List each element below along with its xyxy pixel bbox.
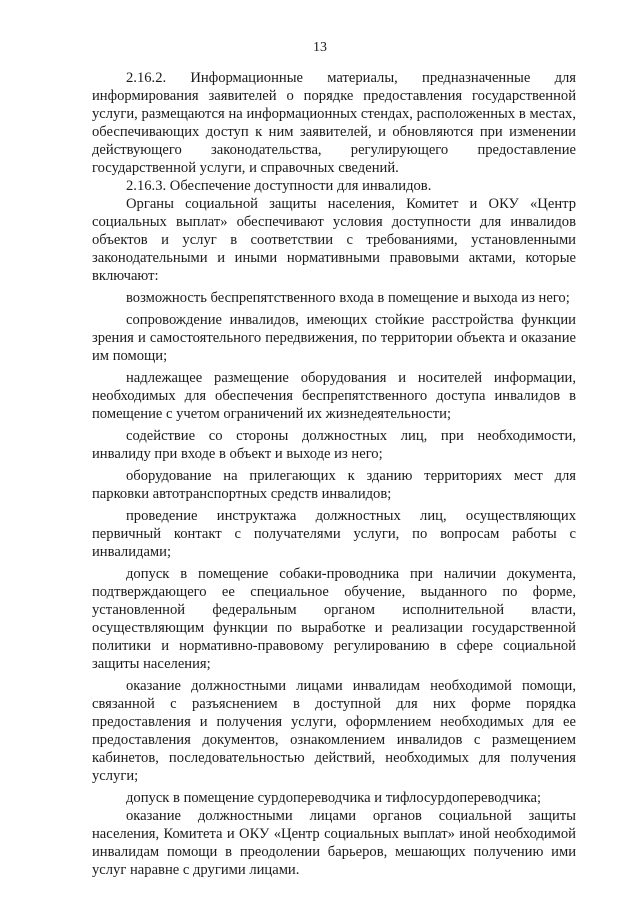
list-item-barrier-help: оказание должностными лицами органов социальной защиты населения, Комитета и ОКУ «Центр социальных выплат» иной необходимой инвалидам помощи в преодолении барьеров, мешающих получению ими услуг наравне с другими лицами. [92, 808, 576, 878]
list-item-parking: оборудование на прилегающих к зданию территориях мест для парковки автотранспортных средств инвалидов; [92, 468, 576, 502]
page-number: 13 [313, 40, 327, 55]
list-item-guide-dog: допуск в помещение собаки-проводника при наличии документа, подтверждающего ее специальное обучение, выданного по форме, установленной федеральным органом исполнительной власти, осуществляющим функции по выработке и реализации государственной политики и нормативно-правовому регулированию в сфере социальной защиты населения; [92, 566, 576, 672]
paragraph-2-16-2: 2.16.2. Информационные материалы, предназначенные для информирования заявителей о порядке предоставления государственной услуги, размещаются на информационных стендах, расположенных в местах, обеспечивающих доступ к ним заявителей, и обновляются при изменении действующего законодательства, регулирующего предоставление государственной услуги, и справочных сведений. [92, 70, 576, 176]
list-item-equipment-placement: надлежащее размещение оборудования и носителей информации, необходимых для обеспечения беспрепятственного доступа инвалидов в помещение с учетом ограничений их жизнедеятельности; [92, 370, 576, 422]
list-item-staff-assistance: содействие со стороны должностных лиц, при необходимости, инвалиду при входе в объект и выходе из него; [92, 428, 576, 462]
list-item-sign-interpreter: допуск в помещение сурдопереводчика и тифлосурдопереводчика; [126, 790, 542, 806]
document-body [92, 69, 576, 879]
list-item-entrance-access: возможность беспрепятственного входа в помещение и выхода из него; [126, 290, 570, 306]
paragraph-2-16-3-heading: 2.16.3. Обеспечение доступности для инвалидов. [126, 178, 432, 194]
list-item-staff-help: оказание должностными лицами инвалидам необходимой помощи, связанной с разъяснением в доступной для них форме порядка предоставления и получения услуги, оформлением необходимых для ее предоставления документов, ознакомлением инвалидов с размещением кабинетов, последовательностью действий, необходимых для получения услуги; [92, 678, 576, 784]
list-item-staff-briefing: проведение инструктажа должностных лиц, осуществляющих первичный контакт с получателями услуги, по вопросам работы с инвалидами; [92, 508, 576, 560]
paragraph-accessibility-intro: Органы социальной защиты населения, Комитет и ОКУ «Центр социальных выплат» обеспечивают условия доступности для инвалидов объектов и услуг в соответствии с требованиями, установленными законодательными и иными нормативными правовыми актами, которые включают: [92, 196, 576, 284]
list-item-escort: сопровождение инвалидов, имеющих стойкие расстройства функции зрения и самостоятельного передвижения, по территории объекта и оказание им помощи; [92, 312, 576, 364]
